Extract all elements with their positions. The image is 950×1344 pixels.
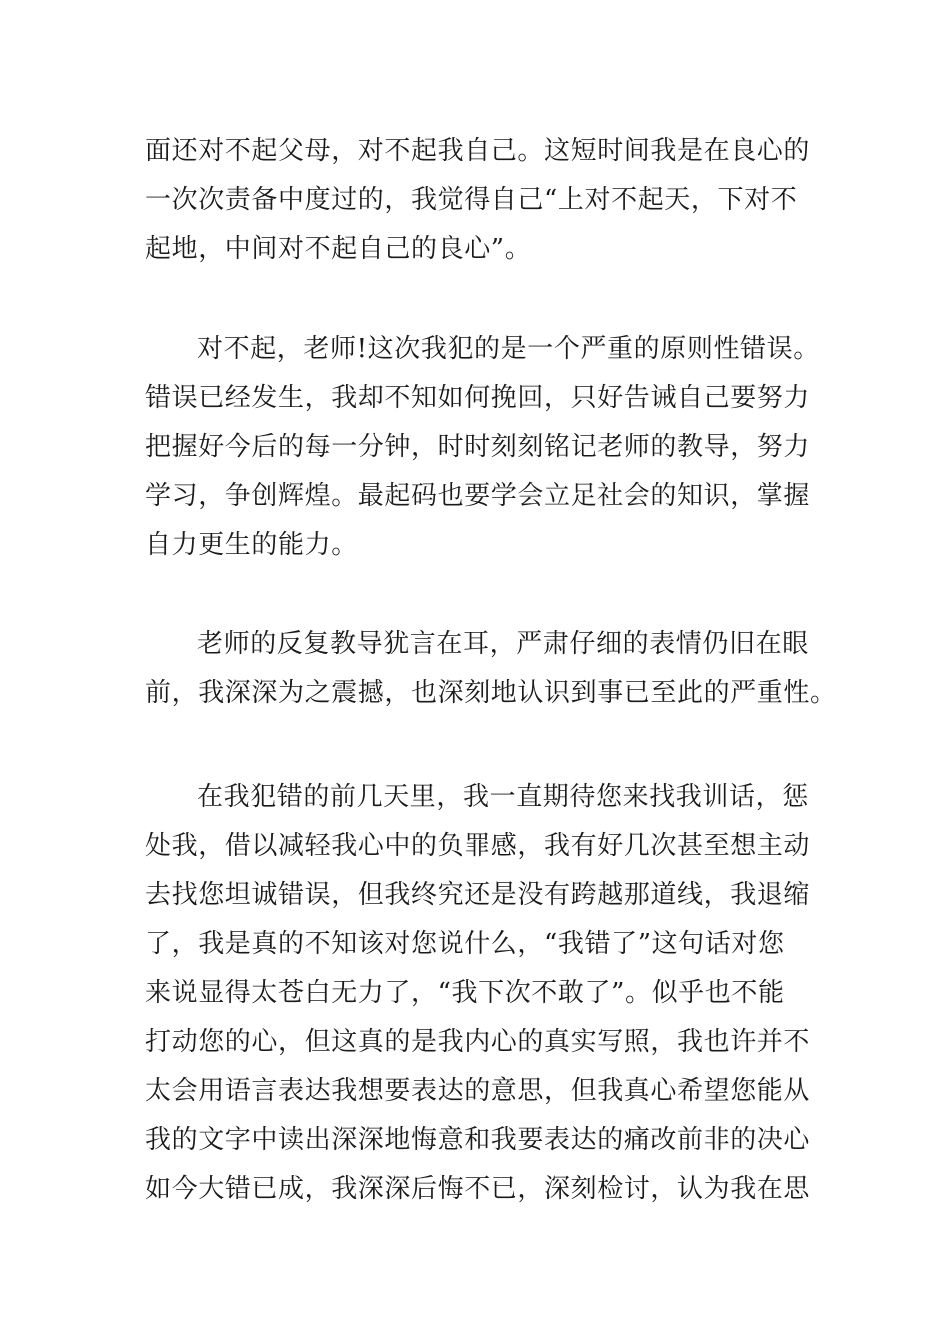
paragraph-line: 打动您的心，但这真的是我内心的真实写照，我也许并不 — [145, 1027, 811, 1057]
paragraph-line: 了，我是真的不知该对您说什么，“我错了”这句话对您 — [145, 929, 785, 959]
paragraph-line: 把握好今后的每一分钟，时时刻刻铭记老师的教导，努力 — [145, 432, 811, 462]
paragraph-line: 来说显得太苍白无力了，“我下次不敢了”。似乎也不能 — [145, 978, 785, 1008]
paragraph-line: 在我犯错的前几天里，我一直期待您来找我训话，惩 — [197, 782, 809, 812]
paragraph-line: 错误已经发生，我却不知如何挽回，只好告诫自己要努力 — [145, 383, 811, 413]
paragraph-3 — [145, 620, 837, 718]
paragraph-line: 老师的反复教导犹言在耳，严肃仔细的表情仍旧在眼 — [197, 629, 809, 659]
paragraph-line: 如今大错已成，我深深后悔不已，深刻检讨，认为我在思 — [145, 1174, 811, 1204]
paragraph-line: 对不起，老师!这次我犯的是一个严重的原则性错误。 — [197, 334, 820, 364]
paragraph-line: 一次次责备中度过的，我觉得自己“上对不起天，下对不 — [145, 185, 798, 215]
paragraph-line: 自力更生的能力。 — [145, 530, 358, 560]
paragraph-4 — [145, 773, 815, 1214]
paragraph-line: 我的文字中读出深深地悔意和我要表达的痛改前非的决心 — [145, 1125, 811, 1155]
paragraph-line: 前，我深深为之震撼，也深刻地认识到事已至此的严重性。 — [145, 678, 837, 708]
paragraph-line: 太会用语言表达我想要表达的意思，但我真心希望您能从 — [145, 1076, 811, 1106]
paragraph-line: 处我，借以减轻我心中的负罪感，我有好几次甚至想主动 — [145, 831, 811, 861]
paragraph-line: 学习，争创辉煌。最起码也要学会立足社会的知识，掌握 — [145, 481, 811, 511]
paragraph-line: 去找您坦诚错误，但我终究还是没有跨越那道线，我退缩 — [145, 880, 811, 910]
paragraph-2 — [145, 325, 820, 570]
paragraph-line: 面还对不起父母，对不起我自己。这短时间我是在良心的 — [145, 136, 811, 166]
paragraph-1 — [145, 127, 815, 274]
paragraph-line: 起地，中间对不起自己的良心”。 — [145, 234, 532, 264]
